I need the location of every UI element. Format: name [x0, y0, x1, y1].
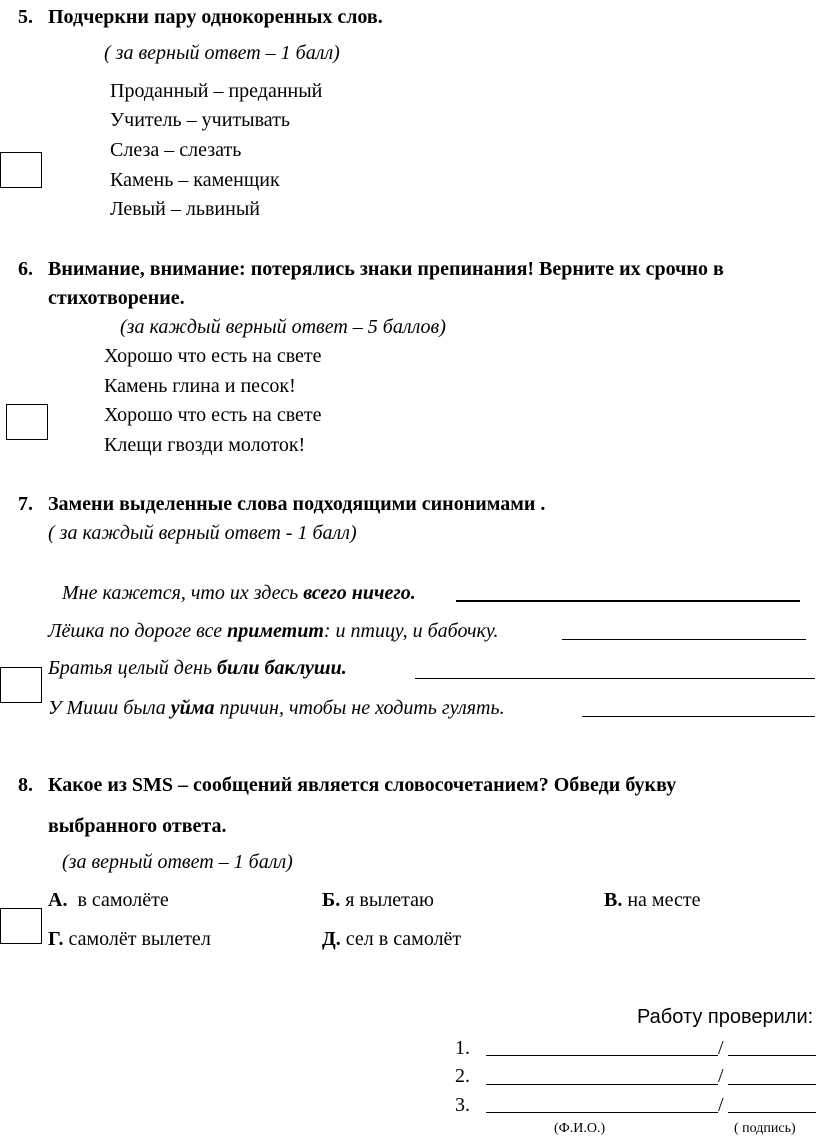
- task5-score-box[interactable]: [0, 152, 42, 188]
- checker-sign-caption: ( подпись): [734, 1121, 796, 1136]
- task5-pair-3[interactable]: Слеза – слезать: [110, 139, 242, 161]
- task8-option-a-text: в самолёте: [67, 889, 169, 911]
- task5-score: ( за верный ответ – 1 балл): [104, 42, 340, 64]
- task5-pair-4[interactable]: Камень – каменщик: [110, 169, 280, 191]
- task8-option-v-letter: В.: [604, 889, 623, 911]
- task7-number: 7.: [18, 493, 33, 515]
- checker-row-1-separator: /: [718, 1037, 724, 1059]
- task6-poem-line-2[interactable]: Камень глина и песок!: [104, 375, 296, 397]
- task6-poem-line-1[interactable]: Хорошо что есть на свете: [104, 345, 322, 367]
- task6-title-line2: стихотворение.: [48, 287, 185, 309]
- task5-pair-5[interactable]: Левый – львиный: [110, 198, 260, 220]
- task6-score: (за каждый верный ответ – 5 баллов): [120, 316, 446, 338]
- task8-option-v[interactable]: [604, 889, 700, 912]
- task7-s4-bold: уйма: [170, 697, 215, 719]
- task7-s4-post: причин, чтобы не ходить гулять.: [214, 697, 505, 719]
- task8-option-d-letter: Д.: [322, 928, 341, 950]
- task7-answer-line-1[interactable]: [456, 600, 800, 602]
- task8-number: 8.: [18, 774, 33, 796]
- task7-sentence-2: [48, 620, 498, 643]
- checker-row-3-sign-line[interactable]: [728, 1112, 816, 1113]
- checker-row-3-separator: /: [718, 1094, 724, 1116]
- checker-row-1-sign-line[interactable]: [728, 1055, 816, 1056]
- task7-s1-bold: всего ничего.: [303, 582, 416, 604]
- task7-answer-line-4[interactable]: [582, 716, 815, 717]
- checker-fio-caption: (Ф.И.О.): [554, 1121, 606, 1136]
- task7-score-box[interactable]: [0, 667, 42, 703]
- task8-option-g-letter: Г.: [48, 928, 64, 950]
- task5-title: Подчеркни пару однокоренных слов.: [48, 6, 383, 28]
- task7-s2-pre: Лёшка по дороге все: [48, 620, 228, 642]
- task8-option-b[interactable]: [322, 889, 434, 912]
- checker-row-1-name-line[interactable]: [486, 1055, 718, 1056]
- task5-number: 5.: [18, 6, 33, 28]
- task7-s3-pre: Братья целый день: [48, 657, 218, 679]
- task7-sentence-4: [48, 697, 505, 720]
- checker-row-2-sign-line[interactable]: [728, 1084, 816, 1085]
- task7-title: Замени выделенные слова подходящими синонимами .: [48, 493, 546, 515]
- task8-title-line1: Какое из SMS – сообщений является словосочетанием? Обведи букву: [48, 774, 677, 796]
- task8-option-d-text: сел в самолёт: [340, 928, 462, 950]
- checker-row-1-number: 1.: [455, 1037, 470, 1059]
- checker-row-2-name-line[interactable]: [486, 1084, 718, 1085]
- task6-score-box[interactable]: [6, 404, 48, 440]
- task8-option-b-text: я вылетаю: [340, 889, 434, 911]
- task7-answer-line-3[interactable]: [415, 678, 815, 679]
- task8-option-v-text: на месте: [622, 889, 701, 911]
- task8-score: (за верный ответ – 1 балл): [62, 851, 293, 873]
- checker-row-3-number: 3.: [455, 1094, 470, 1116]
- task7-answer-line-2[interactable]: [562, 639, 806, 640]
- task8-option-g-text: самолёт вылетел: [63, 928, 211, 950]
- checker-row-2-number: 2.: [455, 1065, 470, 1087]
- checker-row-2-separator: /: [718, 1065, 724, 1087]
- task6-title-line1: Внимание, внимание: потерялись знаки препинания! Верните их срочно в: [48, 258, 724, 280]
- task8-score-box[interactable]: [0, 908, 42, 944]
- task8-option-g[interactable]: [48, 928, 211, 951]
- task7-s2-bold: приметит: [227, 620, 324, 642]
- task8-option-a[interactable]: [48, 889, 169, 912]
- task5-pair-2[interactable]: Учитель – учитывать: [110, 109, 290, 131]
- checker-row-3-name-line[interactable]: [486, 1112, 718, 1113]
- task6-number: 6.: [18, 258, 33, 280]
- task7-score: ( за каждый верный ответ - 1 балл): [48, 522, 357, 544]
- task8-title-line2: выбранного ответа.: [48, 815, 227, 837]
- task7-sentence-3: [48, 657, 347, 680]
- checked-title: Работу проверили:: [637, 1006, 814, 1028]
- task6-poem-line-4[interactable]: Клещи гвозди молоток!: [104, 434, 306, 456]
- task7-sentence-1: [62, 582, 416, 605]
- task8-option-d[interactable]: [322, 928, 461, 951]
- task7-s3-bold: били баклуши.: [217, 657, 347, 679]
- task8-option-a-letter: А.: [48, 889, 68, 911]
- task8-option-b-letter: Б.: [322, 889, 341, 911]
- task7-s1-pre: Мне кажется, что их здесь: [62, 582, 304, 604]
- task7-s2-post: : и птицу, и бабочку.: [323, 620, 499, 642]
- task7-s4-pre: У Миши была: [48, 697, 171, 719]
- task6-poem-line-3[interactable]: Хорошо что есть на свете: [104, 404, 322, 426]
- task5-pair-1[interactable]: Проданный – преданный: [110, 80, 323, 102]
